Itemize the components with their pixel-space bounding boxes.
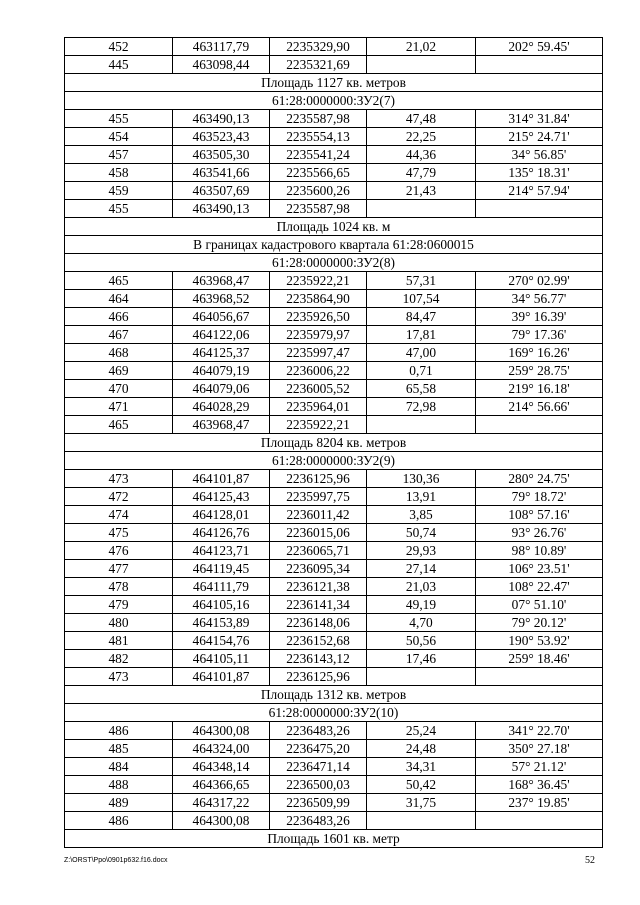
distance-cell: 130,36 bbox=[367, 470, 476, 488]
distance-cell: 3,85 bbox=[367, 506, 476, 524]
y-coordinate-cell: 2236471,14 bbox=[270, 758, 367, 776]
point-number-cell: 486 bbox=[65, 722, 173, 740]
distance-cell: 50,74 bbox=[367, 524, 476, 542]
point-number-cell: 465 bbox=[65, 416, 173, 434]
bearing-cell: 79° 20.12' bbox=[476, 614, 603, 632]
table-row bbox=[65, 200, 603, 218]
distance-cell: 4,70 bbox=[367, 614, 476, 632]
section-row bbox=[65, 74, 603, 92]
distance-cell: 47,79 bbox=[367, 164, 476, 182]
bearing-cell: 341° 22.70' bbox=[476, 722, 603, 740]
section-label: 61:28:0000000:ЗУ2(8) bbox=[65, 254, 603, 272]
bearing-cell: 34° 56.85' bbox=[476, 146, 603, 164]
table-row bbox=[65, 272, 603, 290]
x-coordinate-cell: 464300,08 bbox=[173, 812, 270, 830]
bearing-cell bbox=[476, 56, 603, 74]
bearing-cell: 07° 51.10' bbox=[476, 596, 603, 614]
bearing-cell: 93° 26.76' bbox=[476, 524, 603, 542]
table-row bbox=[65, 362, 603, 380]
x-coordinate-cell: 464125,43 bbox=[173, 488, 270, 506]
bearing-cell: 259° 28.75' bbox=[476, 362, 603, 380]
table-row bbox=[65, 776, 603, 794]
table-row bbox=[65, 632, 603, 650]
point-number-cell: 455 bbox=[65, 110, 173, 128]
point-number-cell: 455 bbox=[65, 200, 173, 218]
y-coordinate-cell: 2236015,06 bbox=[270, 524, 367, 542]
bearing-cell: 79° 18.72' bbox=[476, 488, 603, 506]
bearing-cell: 280° 24.75' bbox=[476, 470, 603, 488]
point-number-cell: 473 bbox=[65, 668, 173, 686]
table-row bbox=[65, 182, 603, 200]
distance-cell: 17,46 bbox=[367, 650, 476, 668]
point-number-cell: 488 bbox=[65, 776, 173, 794]
point-number-cell: 475 bbox=[65, 524, 173, 542]
bearing-cell: 98° 10.89' bbox=[476, 542, 603, 560]
table-row bbox=[65, 488, 603, 506]
point-number-cell: 459 bbox=[65, 182, 173, 200]
bearing-cell: 39° 16.39' bbox=[476, 308, 603, 326]
point-number-cell: 468 bbox=[65, 344, 173, 362]
y-coordinate-cell: 2236475,20 bbox=[270, 740, 367, 758]
y-coordinate-cell: 2236141,34 bbox=[270, 596, 367, 614]
x-coordinate-cell: 464154,76 bbox=[173, 632, 270, 650]
point-number-cell: 452 bbox=[65, 38, 173, 56]
point-number-cell: 486 bbox=[65, 812, 173, 830]
point-number-cell: 469 bbox=[65, 362, 173, 380]
x-coordinate-cell: 464105,16 bbox=[173, 596, 270, 614]
y-coordinate-cell: 2235979,97 bbox=[270, 326, 367, 344]
y-coordinate-cell: 2235321,69 bbox=[270, 56, 367, 74]
bearing-cell: 215° 24.71' bbox=[476, 128, 603, 146]
section-row bbox=[65, 218, 603, 236]
table-row bbox=[65, 110, 603, 128]
table-row bbox=[65, 812, 603, 830]
x-coordinate-cell: 464123,71 bbox=[173, 542, 270, 560]
bearing-cell: 79° 17.36' bbox=[476, 326, 603, 344]
footer-file-path: Z:\ORST\Ppo\0901p632.f16.docx bbox=[64, 857, 168, 864]
table-row bbox=[65, 326, 603, 344]
y-coordinate-cell: 2236509,99 bbox=[270, 794, 367, 812]
x-coordinate-cell: 464317,22 bbox=[173, 794, 270, 812]
distance-cell: 21,03 bbox=[367, 578, 476, 596]
point-number-cell: 485 bbox=[65, 740, 173, 758]
bearing-cell: 108° 22.47' bbox=[476, 578, 603, 596]
bearing-cell: 214° 56.66' bbox=[476, 398, 603, 416]
y-coordinate-cell: 2235587,98 bbox=[270, 110, 367, 128]
y-coordinate-cell: 2236483,26 bbox=[270, 812, 367, 830]
page-number: 52 bbox=[585, 855, 595, 866]
section-label: 61:28:0000000:ЗУ2(7) bbox=[65, 92, 603, 110]
distance-cell: 47,48 bbox=[367, 110, 476, 128]
distance-cell bbox=[367, 200, 476, 218]
section-row bbox=[65, 92, 603, 110]
distance-cell: 84,47 bbox=[367, 308, 476, 326]
x-coordinate-cell: 464324,00 bbox=[173, 740, 270, 758]
point-number-cell: 489 bbox=[65, 794, 173, 812]
distance-cell bbox=[367, 668, 476, 686]
bearing-cell: 168° 36.45' bbox=[476, 776, 603, 794]
bearing-cell: 190° 53.92' bbox=[476, 632, 603, 650]
y-coordinate-cell: 2236011,42 bbox=[270, 506, 367, 524]
y-coordinate-cell: 2235554,13 bbox=[270, 128, 367, 146]
bearing-cell: 214° 57.94' bbox=[476, 182, 603, 200]
x-coordinate-cell: 464119,45 bbox=[173, 560, 270, 578]
section-row bbox=[65, 236, 603, 254]
table-row bbox=[65, 740, 603, 758]
x-coordinate-cell: 464300,08 bbox=[173, 722, 270, 740]
coordinates-table bbox=[64, 37, 603, 848]
point-number-cell: 478 bbox=[65, 578, 173, 596]
y-coordinate-cell: 2235997,75 bbox=[270, 488, 367, 506]
section-row bbox=[65, 452, 603, 470]
table-row bbox=[65, 758, 603, 776]
table-row bbox=[65, 164, 603, 182]
distance-cell: 49,19 bbox=[367, 596, 476, 614]
distance-cell: 24,48 bbox=[367, 740, 476, 758]
bearing-cell: 259° 18.46' bbox=[476, 650, 603, 668]
x-coordinate-cell: 463507,69 bbox=[173, 182, 270, 200]
x-coordinate-cell: 463541,66 bbox=[173, 164, 270, 182]
section-row bbox=[65, 830, 603, 848]
distance-cell: 31,75 bbox=[367, 794, 476, 812]
table-row bbox=[65, 596, 603, 614]
point-number-cell: 473 bbox=[65, 470, 173, 488]
y-coordinate-cell: 2235926,50 bbox=[270, 308, 367, 326]
point-number-cell: 457 bbox=[65, 146, 173, 164]
table-row bbox=[65, 380, 603, 398]
y-coordinate-cell: 2235864,90 bbox=[270, 290, 367, 308]
point-number-cell: 454 bbox=[65, 128, 173, 146]
table-row bbox=[65, 614, 603, 632]
y-coordinate-cell: 2236006,22 bbox=[270, 362, 367, 380]
table-row bbox=[65, 56, 603, 74]
bearing-cell: 219° 16.18' bbox=[476, 380, 603, 398]
table-row bbox=[65, 524, 603, 542]
distance-cell: 27,14 bbox=[367, 560, 476, 578]
table-row bbox=[65, 308, 603, 326]
point-number-cell: 480 bbox=[65, 614, 173, 632]
y-coordinate-cell: 2235964,01 bbox=[270, 398, 367, 416]
bearing-cell: 57° 21.12' bbox=[476, 758, 603, 776]
table-row bbox=[65, 146, 603, 164]
distance-cell bbox=[367, 416, 476, 434]
point-number-cell: 474 bbox=[65, 506, 173, 524]
table-row bbox=[65, 560, 603, 578]
distance-cell: 0,71 bbox=[367, 362, 476, 380]
point-number-cell: 466 bbox=[65, 308, 173, 326]
y-coordinate-cell: 2235600,26 bbox=[270, 182, 367, 200]
bearing-cell: 106° 23.51' bbox=[476, 560, 603, 578]
table-row bbox=[65, 506, 603, 524]
bearing-cell bbox=[476, 812, 603, 830]
point-number-cell: 479 bbox=[65, 596, 173, 614]
bearing-cell: 135° 18.31' bbox=[476, 164, 603, 182]
x-coordinate-cell: 464348,14 bbox=[173, 758, 270, 776]
y-coordinate-cell: 2236148,06 bbox=[270, 614, 367, 632]
distance-cell: 34,31 bbox=[367, 758, 476, 776]
point-number-cell: 470 bbox=[65, 380, 173, 398]
point-number-cell: 481 bbox=[65, 632, 173, 650]
x-coordinate-cell: 464128,01 bbox=[173, 506, 270, 524]
bearing-cell: 169° 16.26' bbox=[476, 344, 603, 362]
table-row bbox=[65, 650, 603, 668]
point-number-cell: 484 bbox=[65, 758, 173, 776]
bearing-cell: 314° 31.84' bbox=[476, 110, 603, 128]
bearing-cell: 202° 59.45' bbox=[476, 38, 603, 56]
y-coordinate-cell: 2235329,90 bbox=[270, 38, 367, 56]
bearing-cell: 108° 57.16' bbox=[476, 506, 603, 524]
bearing-cell: 270° 02.99' bbox=[476, 272, 603, 290]
point-number-cell: 458 bbox=[65, 164, 173, 182]
bearing-cell: 237° 19.85' bbox=[476, 794, 603, 812]
table-row bbox=[65, 290, 603, 308]
x-coordinate-cell: 463505,30 bbox=[173, 146, 270, 164]
distance-cell: 72,98 bbox=[367, 398, 476, 416]
x-coordinate-cell: 464101,87 bbox=[173, 470, 270, 488]
y-coordinate-cell: 2236143,12 bbox=[270, 650, 367, 668]
table-row bbox=[65, 398, 603, 416]
point-number-cell: 471 bbox=[65, 398, 173, 416]
y-coordinate-cell: 2235566,65 bbox=[270, 164, 367, 182]
section-label: В границах кадастрового квартала 61:28:0600015 bbox=[65, 236, 603, 254]
coordinates-table-body bbox=[65, 38, 603, 848]
table-row bbox=[65, 38, 603, 56]
table-row bbox=[65, 470, 603, 488]
y-coordinate-cell: 2236095,34 bbox=[270, 560, 367, 578]
table-row bbox=[65, 416, 603, 434]
x-coordinate-cell: 464028,29 bbox=[173, 398, 270, 416]
y-coordinate-cell: 2236500,03 bbox=[270, 776, 367, 794]
distance-cell: 47,00 bbox=[367, 344, 476, 362]
x-coordinate-cell: 463968,47 bbox=[173, 416, 270, 434]
table-row bbox=[65, 578, 603, 596]
y-coordinate-cell: 2236125,96 bbox=[270, 470, 367, 488]
x-coordinate-cell: 463968,47 bbox=[173, 272, 270, 290]
distance-cell: 50,56 bbox=[367, 632, 476, 650]
table-row bbox=[65, 542, 603, 560]
section-label: Площадь 1127 кв. метров bbox=[65, 74, 603, 92]
point-number-cell: 467 bbox=[65, 326, 173, 344]
y-coordinate-cell: 2236005,52 bbox=[270, 380, 367, 398]
y-coordinate-cell: 2235922,21 bbox=[270, 416, 367, 434]
x-coordinate-cell: 463098,44 bbox=[173, 56, 270, 74]
distance-cell bbox=[367, 812, 476, 830]
bearing-cell bbox=[476, 416, 603, 434]
y-coordinate-cell: 2236152,68 bbox=[270, 632, 367, 650]
table-row bbox=[65, 128, 603, 146]
distance-cell: 17,81 bbox=[367, 326, 476, 344]
bearing-cell: 350° 27.18' bbox=[476, 740, 603, 758]
distance-cell: 65,58 bbox=[367, 380, 476, 398]
x-coordinate-cell: 464126,76 bbox=[173, 524, 270, 542]
section-row bbox=[65, 254, 603, 272]
section-row bbox=[65, 434, 603, 452]
x-coordinate-cell: 463117,79 bbox=[173, 38, 270, 56]
point-number-cell: 476 bbox=[65, 542, 173, 560]
point-number-cell: 465 bbox=[65, 272, 173, 290]
y-coordinate-cell: 2235587,98 bbox=[270, 200, 367, 218]
x-coordinate-cell: 464079,06 bbox=[173, 380, 270, 398]
x-coordinate-cell: 464125,37 bbox=[173, 344, 270, 362]
table-row bbox=[65, 668, 603, 686]
distance-cell: 50,42 bbox=[367, 776, 476, 794]
point-number-cell: 445 bbox=[65, 56, 173, 74]
distance-cell bbox=[367, 56, 476, 74]
y-coordinate-cell: 2235541,24 bbox=[270, 146, 367, 164]
x-coordinate-cell: 464122,06 bbox=[173, 326, 270, 344]
bearing-cell: 34° 56.77' bbox=[476, 290, 603, 308]
table-row bbox=[65, 722, 603, 740]
y-coordinate-cell: 2236065,71 bbox=[270, 542, 367, 560]
y-coordinate-cell: 2236121,38 bbox=[270, 578, 367, 596]
x-coordinate-cell: 464079,19 bbox=[173, 362, 270, 380]
point-number-cell: 472 bbox=[65, 488, 173, 506]
y-coordinate-cell: 2235997,47 bbox=[270, 344, 367, 362]
distance-cell: 13,91 bbox=[367, 488, 476, 506]
x-coordinate-cell: 464111,79 bbox=[173, 578, 270, 596]
distance-cell: 21,43 bbox=[367, 182, 476, 200]
distance-cell: 25,24 bbox=[367, 722, 476, 740]
section-row bbox=[65, 686, 603, 704]
point-number-cell: 482 bbox=[65, 650, 173, 668]
y-coordinate-cell: 2235922,21 bbox=[270, 272, 367, 290]
x-coordinate-cell: 464056,67 bbox=[173, 308, 270, 326]
distance-cell: 21,02 bbox=[367, 38, 476, 56]
x-coordinate-cell: 464105,11 bbox=[173, 650, 270, 668]
table-row bbox=[65, 794, 603, 812]
y-coordinate-cell: 2236483,26 bbox=[270, 722, 367, 740]
x-coordinate-cell: 463523,43 bbox=[173, 128, 270, 146]
distance-cell: 29,93 bbox=[367, 542, 476, 560]
x-coordinate-cell: 463490,13 bbox=[173, 110, 270, 128]
x-coordinate-cell: 464101,87 bbox=[173, 668, 270, 686]
distance-cell: 22,25 bbox=[367, 128, 476, 146]
distance-cell: 44,36 bbox=[367, 146, 476, 164]
section-label: 61:28:0000000:ЗУ2(10) bbox=[65, 704, 603, 722]
bearing-cell bbox=[476, 200, 603, 218]
bearing-cell bbox=[476, 668, 603, 686]
section-label: 61:28:0000000:ЗУ2(9) bbox=[65, 452, 603, 470]
distance-cell: 107,54 bbox=[367, 290, 476, 308]
section-row bbox=[65, 704, 603, 722]
table-row bbox=[65, 344, 603, 362]
section-label: Площадь 1312 кв. метров bbox=[65, 686, 603, 704]
section-label: Площадь 1601 кв. метр bbox=[65, 830, 603, 848]
y-coordinate-cell: 2236125,96 bbox=[270, 668, 367, 686]
point-number-cell: 464 bbox=[65, 290, 173, 308]
x-coordinate-cell: 463968,52 bbox=[173, 290, 270, 308]
x-coordinate-cell: 464366,65 bbox=[173, 776, 270, 794]
point-number-cell: 477 bbox=[65, 560, 173, 578]
distance-cell: 57,31 bbox=[367, 272, 476, 290]
x-coordinate-cell: 464153,89 bbox=[173, 614, 270, 632]
x-coordinate-cell: 463490,13 bbox=[173, 200, 270, 218]
section-label: Площадь 8204 кв. метров bbox=[65, 434, 603, 452]
section-label: Площадь 1024 кв. м bbox=[65, 218, 603, 236]
